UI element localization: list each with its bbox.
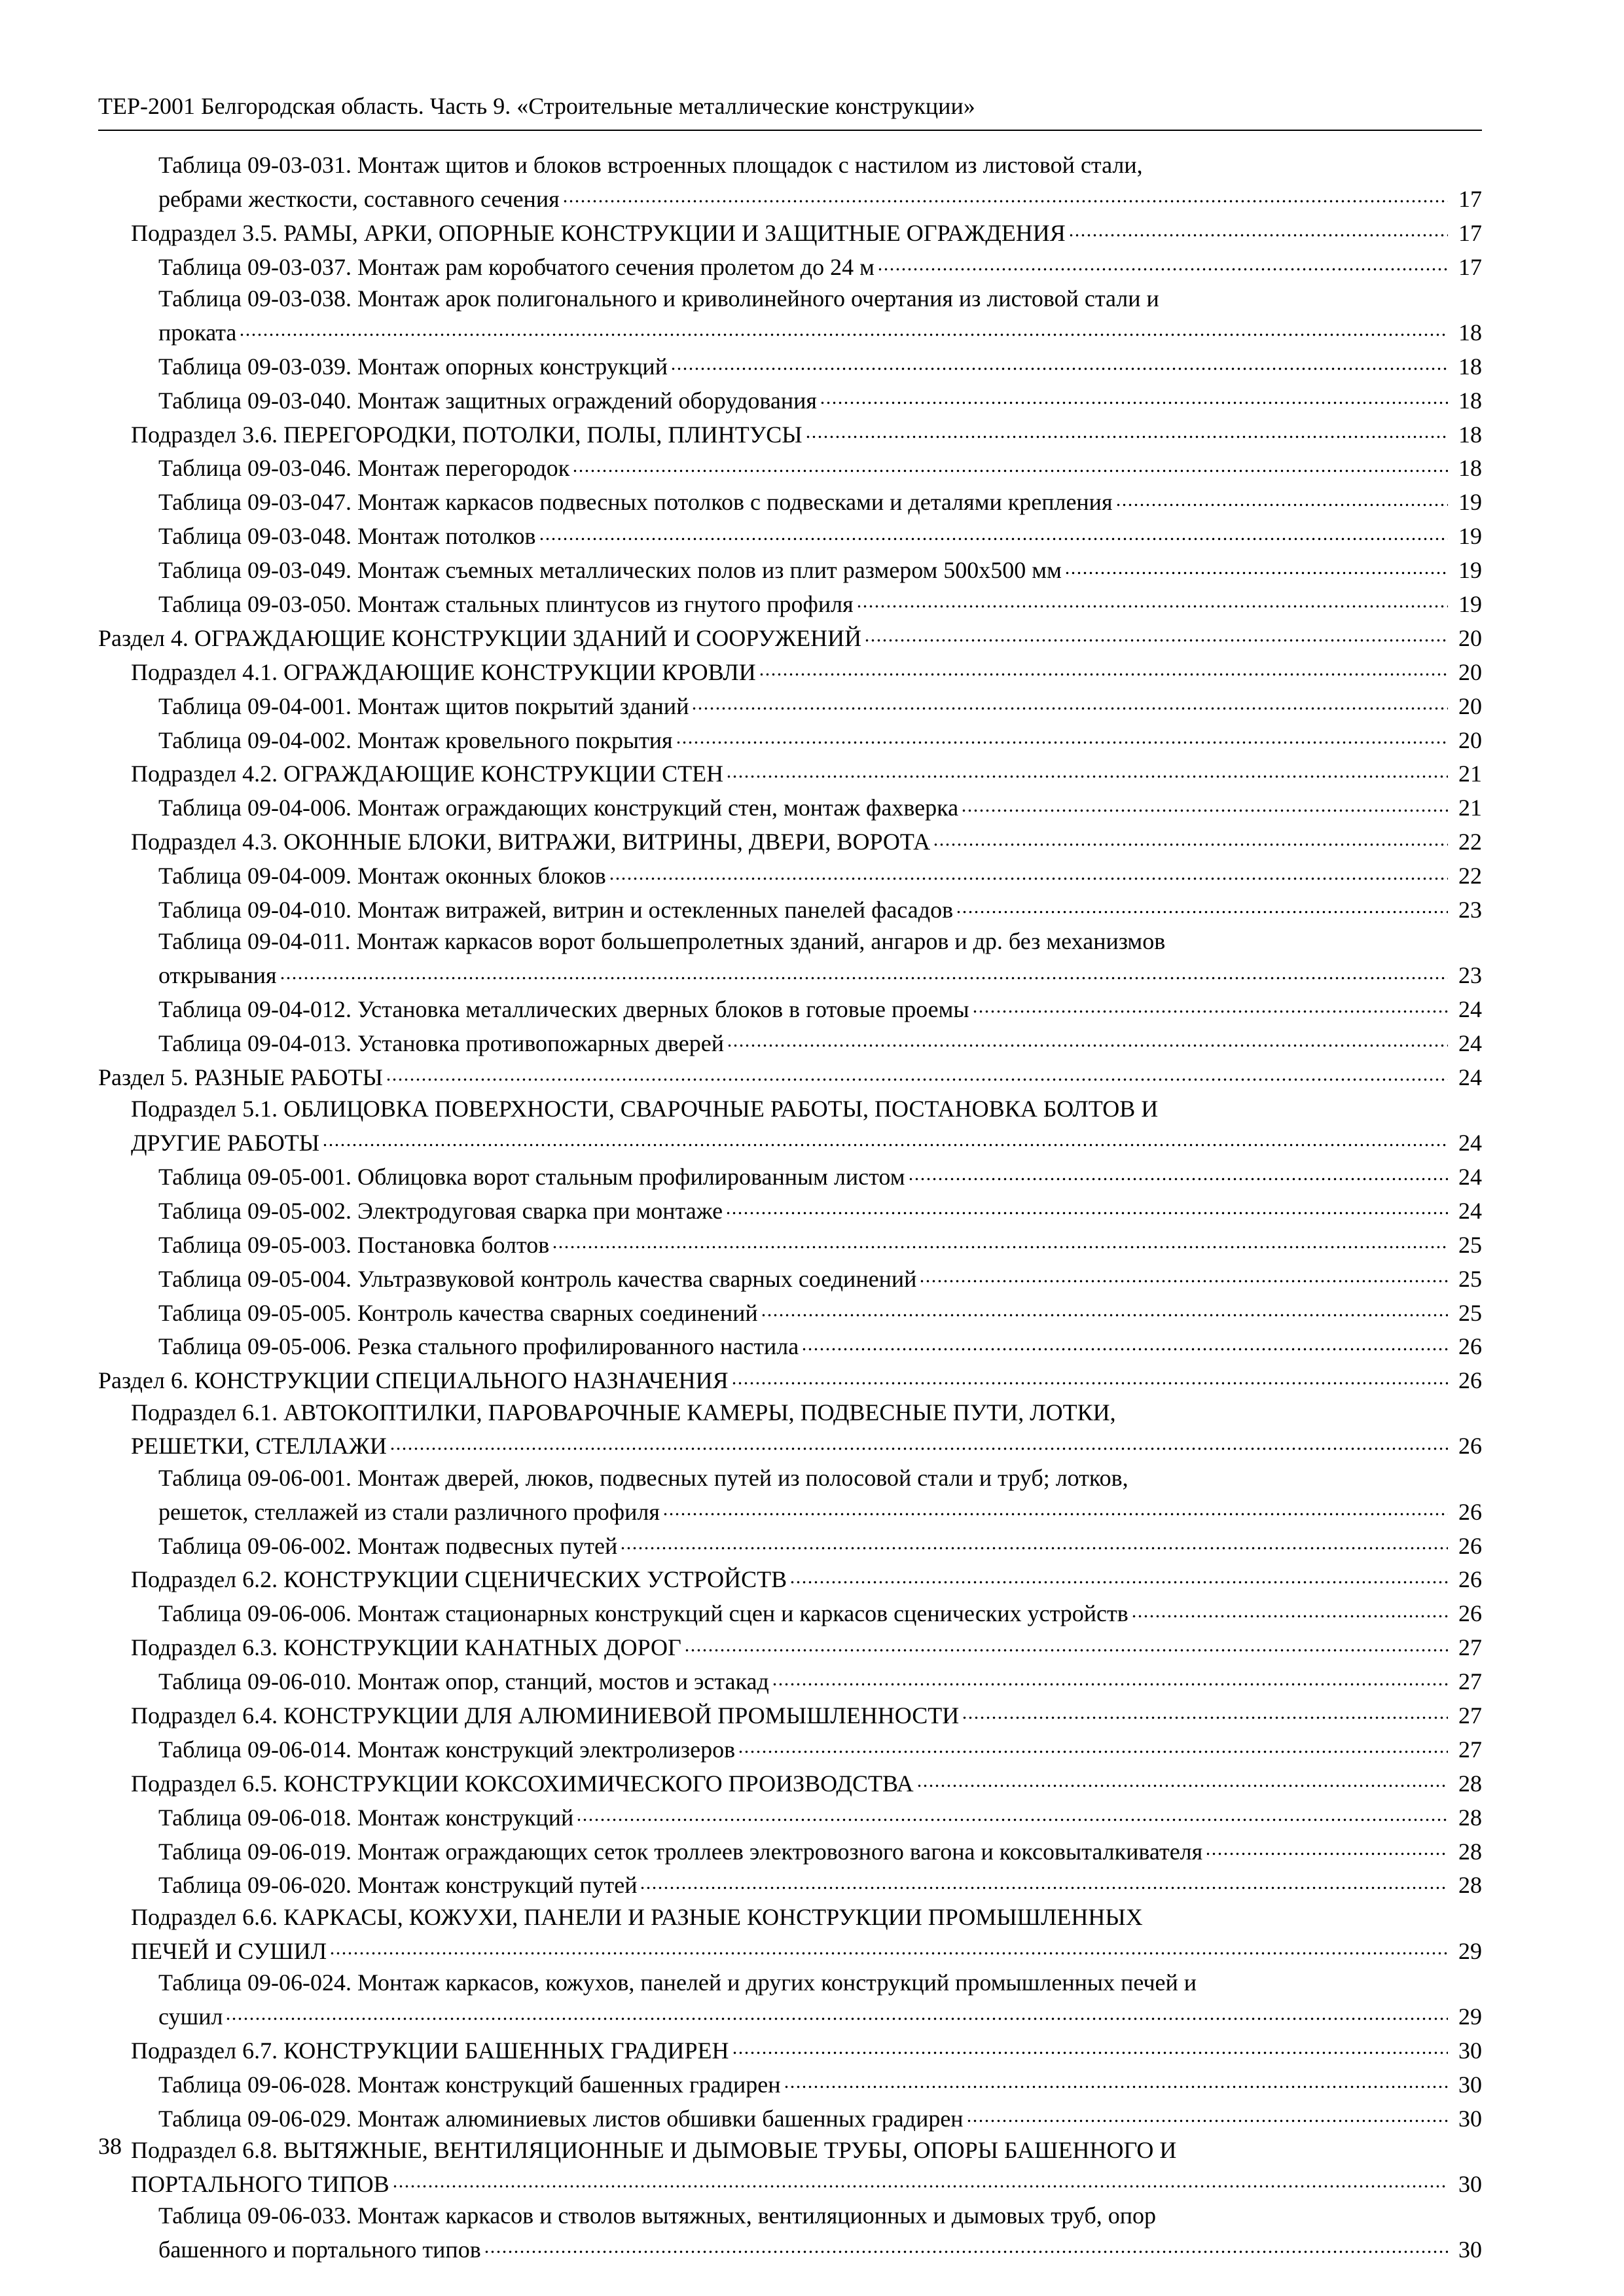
toc-entry-title-continued: ребрами жесткости, составного сечения: [158, 185, 560, 212]
toc-page-number: 26: [1458, 1367, 1482, 1394]
dot-leader: [908, 1158, 1448, 1185]
toc-entry-title: Таблица 09-03-037. Монтаж рам коробчатого сечения пролетом до 24 м: [158, 253, 875, 280]
toc-page-number: 18: [1458, 319, 1482, 346]
dot-leader: [322, 1124, 1448, 1151]
toc-entry[interactable]: [98, 991, 1482, 1025]
toc-page-number: 17: [1458, 253, 1482, 280]
toc-entry[interactable]: [98, 891, 1482, 925]
toc-entry[interactable]: [98, 1093, 1482, 1158]
toc-entry-title: Подраздел 6.2. КОНСТРУКЦИИ СЦЕНИЧЕСКИХ УСТРОЙСТВ: [131, 1566, 787, 1593]
dot-leader: [239, 314, 1448, 340]
toc-entry-title: Раздел 6. КОНСТРУКЦИИ СПЕЦИАЛЬНОГО НАЗНАЧЕНИЯ: [98, 1367, 729, 1394]
dot-leader: [732, 2032, 1449, 2058]
toc-entry[interactable]: [98, 1867, 1482, 1901]
toc-entry[interactable]: [98, 1261, 1482, 1295]
toc-entry[interactable]: [98, 620, 1482, 654]
toc-page-number: 29: [1458, 2003, 1482, 2030]
dot-leader: [691, 688, 1448, 714]
dot-leader: [1064, 552, 1448, 579]
toc-entry-title: Подраздел 4.2. ОГРАЖДАЮЩИЕ КОНСТРУКЦИИ СТЕН: [131, 761, 724, 787]
toc-entry-title: Таблица 09-05-006. Резка стального профилированного настила: [158, 1333, 799, 1360]
toc-entry[interactable]: [98, 518, 1482, 552]
toc-entry-title: Подраздел 4.3. ОКОННЫЕ БЛОКИ, ВИТРАЖИ, ВИТРИНЫ, ДВЕРИ, ВОРОТА: [131, 829, 931, 855]
toc-entry-title: Таблица 09-04-010. Монтаж витражей, витрин и остекленных панелей фасадов: [158, 897, 954, 923]
toc-entry-title: Таблица 09-05-004. Ультразвуковой контроль качества сварных соединений: [158, 1265, 917, 1292]
toc-entry[interactable]: [98, 1697, 1482, 1731]
toc-page-number: 30: [1458, 2236, 1482, 2263]
dot-leader: [726, 756, 1448, 782]
toc-entry[interactable]: [98, 1397, 1482, 1462]
dot-leader: [801, 1329, 1448, 1355]
toc-page-number: 20: [1458, 658, 1482, 685]
toc-entry[interactable]: [98, 1967, 1482, 2032]
toc-page-number: 30: [1458, 2170, 1482, 2197]
toc-page-number: 26: [1458, 1433, 1482, 1460]
dot-leader: [640, 1867, 1448, 1893]
dot-leader: [329, 1933, 1448, 1959]
toc-entry[interactable]: [98, 858, 1482, 892]
toc-entry[interactable]: [98, 2066, 1482, 2100]
toc-entry-title: Таблица 09-06-014. Монтаж конструкций электролизеров: [158, 1736, 736, 1763]
toc-entry[interactable]: [98, 552, 1482, 586]
toc-entry[interactable]: [98, 1833, 1482, 1867]
dot-leader: [805, 416, 1448, 442]
toc-entry[interactable]: [98, 790, 1482, 824]
dot-leader: [966, 2100, 1448, 2126]
toc-entry-title: Подраздел 6.5. КОНСТРУКЦИИ КОКСОХИМИЧЕСКОГО ПРОИЗВОДСТВА: [131, 1770, 914, 1797]
toc-page-number: 26: [1458, 1532, 1482, 1559]
toc-page-number: 30: [1458, 2105, 1482, 2132]
toc-entry-title: Таблица 09-03-031. Монтаж щитов и блоков встроенных площадок с настилом из листовой стали,: [158, 152, 1143, 178]
toc-entry[interactable]: [98, 484, 1482, 518]
toc-entry[interactable]: [98, 1901, 1482, 1967]
toc-entry[interactable]: [98, 1329, 1482, 1363]
toc-page-number: 28: [1458, 1872, 1482, 1899]
toc-entry[interactable]: [98, 1765, 1482, 1799]
toc-page-number: 26: [1458, 1566, 1482, 1593]
toc-page-number: 24: [1458, 1130, 1482, 1157]
toc-entry[interactable]: [98, 586, 1482, 620]
toc-entry-title: Таблица 09-04-012. Установка металлических дверных блоков в готовые проемы: [158, 996, 969, 1023]
toc-entry-title-continued: проката: [158, 319, 237, 346]
toc-entry-title-continued: решеток, стеллажей из стали различного профиля: [158, 1498, 660, 1525]
toc-page-number: 25: [1458, 1299, 1482, 1326]
dot-leader: [484, 2231, 1448, 2257]
dot-leader: [856, 586, 1448, 612]
dot-leader: [562, 181, 1448, 207]
dot-leader: [864, 620, 1448, 646]
toc-entry-title: Таблица 09-03-050. Монтаж стальных плинтусов из гнутого профиля: [158, 590, 854, 617]
dot-leader: [1131, 1596, 1448, 1622]
toc-entry-title-continued: РЕШЕТКИ, СТЕЛЛАЖИ: [131, 1433, 387, 1460]
toc-page-number: 22: [1458, 863, 1482, 889]
toc-page-number: 20: [1458, 692, 1482, 719]
toc-entry-title: Таблица 09-04-009. Монтаж оконных блоков: [158, 863, 606, 889]
toc-page-number: 21: [1458, 795, 1482, 821]
toc-page-number: 18: [1458, 421, 1482, 448]
toc-page-number: 17: [1458, 219, 1482, 246]
toc-entry-title: Таблица 09-06-028. Монтаж конструкций башенных градирен: [158, 2071, 781, 2098]
toc-entry-title: Таблица 09-04-001. Монтаж щитов покрытий зданий: [158, 692, 689, 719]
toc-page-number: 28: [1458, 1770, 1482, 1797]
toc-entry-title: Таблица 09-05-005. Контроль качества сварных соединений: [158, 1299, 758, 1326]
dot-leader: [761, 1295, 1448, 1321]
toc-entry-title-continued: сушил: [158, 2003, 223, 2030]
toc-entry-title: Таблица 09-06-010. Монтаж опор, станций, мостов и эстакад: [158, 1668, 769, 1695]
toc-page-number: 25: [1458, 1265, 1482, 1292]
dot-leader: [877, 249, 1448, 275]
toc-entry-title: Таблица 09-05-001. Облицовка ворот стальным профилированным листом: [158, 1163, 905, 1190]
toc-entry-title: Таблица 09-06-019. Монтаж ограждающих сеток троллеев электровозного вагона и коксовыталкивателя: [158, 1838, 1203, 1865]
toc-page-number: 23: [1458, 897, 1482, 923]
toc-entry-title: Таблица 09-04-002. Монтаж кровельного покрытия: [158, 726, 673, 753]
dot-leader: [725, 1193, 1448, 1219]
toc-page-number: 25: [1458, 1231, 1482, 1258]
toc-entry[interactable]: [98, 215, 1482, 249]
toc-entry-title: Раздел 5. РАЗНЫЕ РАБОТЫ: [98, 1064, 383, 1090]
toc-entry-title: Таблица 09-06-001. Монтаж дверей, люков, подвесных путей из полосовой стали и труб; лотков,: [158, 1464, 1128, 1491]
toc-page-number: 24: [1458, 1030, 1482, 1056]
toc-page-number: 23: [1458, 962, 1482, 989]
dot-leader: [772, 1664, 1448, 1690]
toc-page-number: 24: [1458, 996, 1482, 1023]
toc-entry[interactable]: [98, 149, 1482, 215]
dot-leader: [961, 790, 1448, 816]
toc-entry[interactable]: [98, 348, 1482, 382]
toc-entry-title: Таблица 09-05-003. Постановка болтов: [158, 1231, 550, 1258]
toc-entry-title-continued: ДРУГИЕ РАБОТЫ: [131, 1130, 320, 1157]
dot-leader: [972, 991, 1448, 1017]
toc-entry[interactable]: [98, 1158, 1482, 1193]
toc-entry-title: Таблица 09-03-038. Монтаж арок полигонального и криволинейного очертания из листовой стали и: [158, 285, 1159, 312]
toc-page-number: 20: [1458, 624, 1482, 651]
toc-entry-title: Таблица 09-06-024. Монтаж каркасов, кожухов, панелей и других конструкций промышленных печей и: [158, 1969, 1197, 1996]
header-rule: [98, 130, 1482, 131]
toc-entry-title: Таблица 09-06-020. Монтаж конструкций путей: [158, 1872, 638, 1899]
toc-entry[interactable]: [98, 722, 1482, 756]
toc-entry[interactable]: [98, 1630, 1482, 1664]
dot-leader: [738, 1731, 1448, 1757]
dot-leader: [386, 1059, 1448, 1085]
toc-entry-title: Таблица 09-06-002. Монтаж подвесных путей: [158, 1532, 618, 1559]
toc-page-number: 19: [1458, 489, 1482, 516]
toc-page-number: 27: [1458, 1668, 1482, 1695]
toc-entry-title: Подраздел 6.1. АВТОКОПТИЛКИ, ПАРОВАРОЧНЫЕ КАМЕРЫ, ПОДВЕСНЫЕ ПУТИ, ЛОТКИ,: [131, 1399, 1116, 1426]
toc-entry-title: Таблица 09-04-011. Монтаж каркасов ворот большепролетных зданий, ангаров и др. без механизмов: [158, 928, 1166, 955]
dot-leader: [919, 1261, 1448, 1287]
table-of-contents: [98, 149, 1482, 2265]
toc-entry[interactable]: [98, 2200, 1482, 2265]
toc-entry-title: Подраздел 6.7. КОНСТРУКЦИИ БАШЕННЫХ ГРАДИРЕН: [131, 2037, 729, 2064]
toc-entry-title: Раздел 4. ОГРАЖДАЮЩИЕ КОНСТРУКЦИИ ЗДАНИЙ И СООРУЖЕНИЙ: [98, 624, 862, 651]
toc-entry-title: Таблица 09-04-006. Монтаж ограждающих конструкций стен, монтаж фахверка: [158, 795, 959, 821]
dot-leader: [727, 1025, 1448, 1051]
toc-page-number: 24: [1458, 1197, 1482, 1224]
dot-leader: [670, 348, 1448, 374]
toc-page-number: 26: [1458, 1600, 1482, 1627]
toc-page-number: 26: [1458, 1333, 1482, 1360]
toc-page-number: 27: [1458, 1702, 1482, 1729]
dot-leader: [662, 1494, 1448, 1520]
dot-leader: [676, 722, 1448, 748]
toc-page-number: 19: [1458, 523, 1482, 550]
dot-leader: [392, 2166, 1448, 2192]
toc-entry[interactable]: [98, 1025, 1482, 1059]
toc-entry[interactable]: [98, 1462, 1482, 1528]
toc-page-number: 21: [1458, 761, 1482, 787]
toc-page-number: 20: [1458, 726, 1482, 753]
dot-leader: [576, 1799, 1448, 1825]
toc-entry-title: Подраздел 6.6. КАРКАСЫ, КОЖУХИ, ПАНЕЛИ И РАЗНЫЕ КОНСТРУКЦИИ ПРОМЫШЛЕННЫХ: [131, 1903, 1143, 1930]
toc-entry[interactable]: [98, 1799, 1482, 1833]
toc-page-number: 19: [1458, 557, 1482, 584]
toc-entry[interactable]: [98, 1664, 1482, 1698]
toc-entry-title: Таблица 09-05-002. Электродуговая сварка при монтаже: [158, 1197, 723, 1224]
toc-entry-title: Таблица 09-03-039. Монтаж опорных конструкций: [158, 353, 668, 380]
dot-leader: [759, 654, 1448, 680]
toc-entry-title: Подраздел 4.1. ОГРАЖДАЮЩИЕ КОНСТРУКЦИИ КРОВЛИ: [131, 658, 756, 685]
toc-page-number: 19: [1458, 590, 1482, 617]
dot-leader: [389, 1428, 1448, 1454]
dot-leader: [962, 1697, 1448, 1723]
dot-leader: [1115, 484, 1448, 511]
toc-page-number: 28: [1458, 1838, 1482, 1865]
toc-entry[interactable]: [98, 1528, 1482, 1562]
dot-leader: [784, 2066, 1448, 2092]
toc-entry[interactable]: [98, 1731, 1482, 1765]
toc-page-number: 18: [1458, 455, 1482, 482]
toc-entry-title-continued: ПЕЧЕЙ И СУШИЛ: [131, 1937, 327, 1964]
toc-entry-title: Подраздел 6.3. КОНСТРУКЦИИ КАНАТНЫХ ДОРОГ: [131, 1634, 681, 1661]
dot-leader: [789, 1562, 1448, 1588]
toc-page-number: 24: [1458, 1163, 1482, 1190]
page-number: 38: [98, 2133, 122, 2159]
toc-page-number: 28: [1458, 1804, 1482, 1831]
toc-entry[interactable]: [98, 2134, 1482, 2200]
toc-entry[interactable]: [98, 2032, 1482, 2066]
dot-leader: [572, 450, 1448, 476]
toc-entry-title: Таблица 09-03-047. Монтаж каркасов подвесных потолков с подвесками и деталями крепления: [158, 489, 1113, 516]
toc-entry[interactable]: [98, 1295, 1482, 1329]
toc-entry-title-continued: открывания: [158, 962, 277, 989]
toc-page-number: 22: [1458, 829, 1482, 855]
toc-entry-title-continued: башенного и портального типов: [158, 2236, 481, 2263]
toc-entry[interactable]: [98, 824, 1482, 858]
toc-entry[interactable]: [98, 1227, 1482, 1261]
toc-entry[interactable]: [98, 1596, 1482, 1630]
toc-entry[interactable]: [98, 283, 1482, 348]
toc-entry[interactable]: [98, 382, 1482, 416]
toc-entry[interactable]: [98, 450, 1482, 484]
page-header: ТЕР-2001 Белгородская область. Часть 9. «Строительные металлические конструкции»: [98, 93, 975, 119]
dot-leader: [684, 1630, 1448, 1656]
toc-page-number: 30: [1458, 2037, 1482, 2064]
toc-page-number: 26: [1458, 1498, 1482, 1525]
toc-entry-title: Подраздел 6.4. КОНСТРУКЦИИ ДЛЯ АЛЮМИНИЕВОЙ ПРОМЫШЛЕННОСТИ: [131, 1702, 960, 1729]
dot-leader: [225, 1998, 1448, 2024]
toc-page-number: 30: [1458, 2071, 1482, 2098]
toc-entry-title: Таблица 09-03-046. Монтаж перегородок: [158, 455, 570, 482]
toc-page-number: 18: [1458, 353, 1482, 380]
dot-leader: [731, 1363, 1448, 1389]
toc-entry-title: Таблица 09-03-040. Монтаж защитных ограждений оборудования: [158, 387, 817, 414]
toc-entry-title: Таблица 09-03-049. Монтаж съемных металлических полов из плит размером 500х500 мм: [158, 557, 1062, 584]
toc-entry[interactable]: [98, 1562, 1482, 1596]
toc-entry[interactable]: [98, 756, 1482, 790]
toc-entry-title: Таблица 09-06-018. Монтаж конструкций: [158, 1804, 574, 1831]
toc-entry-title: Таблица 09-06-029. Монтаж алюминиевых листов обшивки башенных градирен: [158, 2105, 964, 2132]
toc-entry[interactable]: [98, 1193, 1482, 1227]
toc-entry[interactable]: [98, 1059, 1482, 1093]
toc-entry-title: Таблица 09-06-006. Монтаж стационарных конструкций сцен и каркасов сценических устройств: [158, 1600, 1128, 1627]
toc-page-number: 27: [1458, 1634, 1482, 1661]
dot-leader: [820, 382, 1448, 408]
toc-entry[interactable]: [98, 1363, 1482, 1397]
dot-leader: [539, 518, 1448, 545]
dot-leader: [1068, 215, 1448, 241]
toc-entry-title-continued: ПОРТАЛЬНОГО ТИПОВ: [131, 2170, 389, 2197]
toc-entry-title: Подраздел 3.5. РАМЫ, АРКИ, ОПОРНЫЕ КОНСТРУКЦИИ И ЗАЩИТНЫЕ ОГРАЖДЕНИЯ: [131, 219, 1066, 246]
dot-leader: [620, 1528, 1448, 1554]
dot-leader: [552, 1227, 1448, 1253]
toc-page-number: 27: [1458, 1736, 1482, 1763]
dot-leader: [916, 1765, 1448, 1791]
toc-entry[interactable]: [98, 688, 1482, 722]
toc-entry[interactable]: [98, 2100, 1482, 2134]
toc-entry-title: Подраздел 3.6. ПЕРЕГОРОДКИ, ПОТОЛКИ, ПОЛЫ, ПЛИНТУСЫ: [131, 421, 803, 448]
toc-page-number: 29: [1458, 1937, 1482, 1964]
toc-entry[interactable]: [98, 249, 1482, 283]
dot-leader: [933, 824, 1448, 850]
dot-leader: [609, 858, 1448, 884]
toc-page-number: 18: [1458, 387, 1482, 414]
toc-page-number: 24: [1458, 1064, 1482, 1090]
toc-entry-title: Таблица 09-03-048. Монтаж потолков: [158, 523, 536, 550]
dot-leader: [1205, 1833, 1448, 1859]
toc-page-number: 17: [1458, 185, 1482, 212]
toc-entry-title: Подраздел 5.1. ОБЛИЦОВКА ПОВЕРХНОСТИ, СВАРОЧНЫЕ РАБОТЫ, ПОСТАНОВКА БОЛТОВ И: [131, 1096, 1159, 1122]
toc-entry-title: Таблица 09-06-033. Монтаж каркасов и стволов вытяжных, вентиляционных и дымовых труб, опор: [158, 2202, 1157, 2229]
dot-leader: [280, 958, 1448, 984]
dot-leader: [956, 891, 1448, 918]
toc-entry-title: Таблица 09-04-013. Установка противопожарных дверей: [158, 1030, 724, 1056]
toc-entry[interactable]: [98, 925, 1482, 991]
toc-entry-title: Подраздел 6.8. ВЫТЯЖНЫЕ, ВЕНТИЛЯЦИОННЫЕ И ДЫМОВЫЕ ТРУБЫ, ОПОРЫ БАШЕННОГО И: [131, 2136, 1177, 2163]
toc-entry[interactable]: [98, 654, 1482, 688]
toc-entry[interactable]: [98, 416, 1482, 450]
